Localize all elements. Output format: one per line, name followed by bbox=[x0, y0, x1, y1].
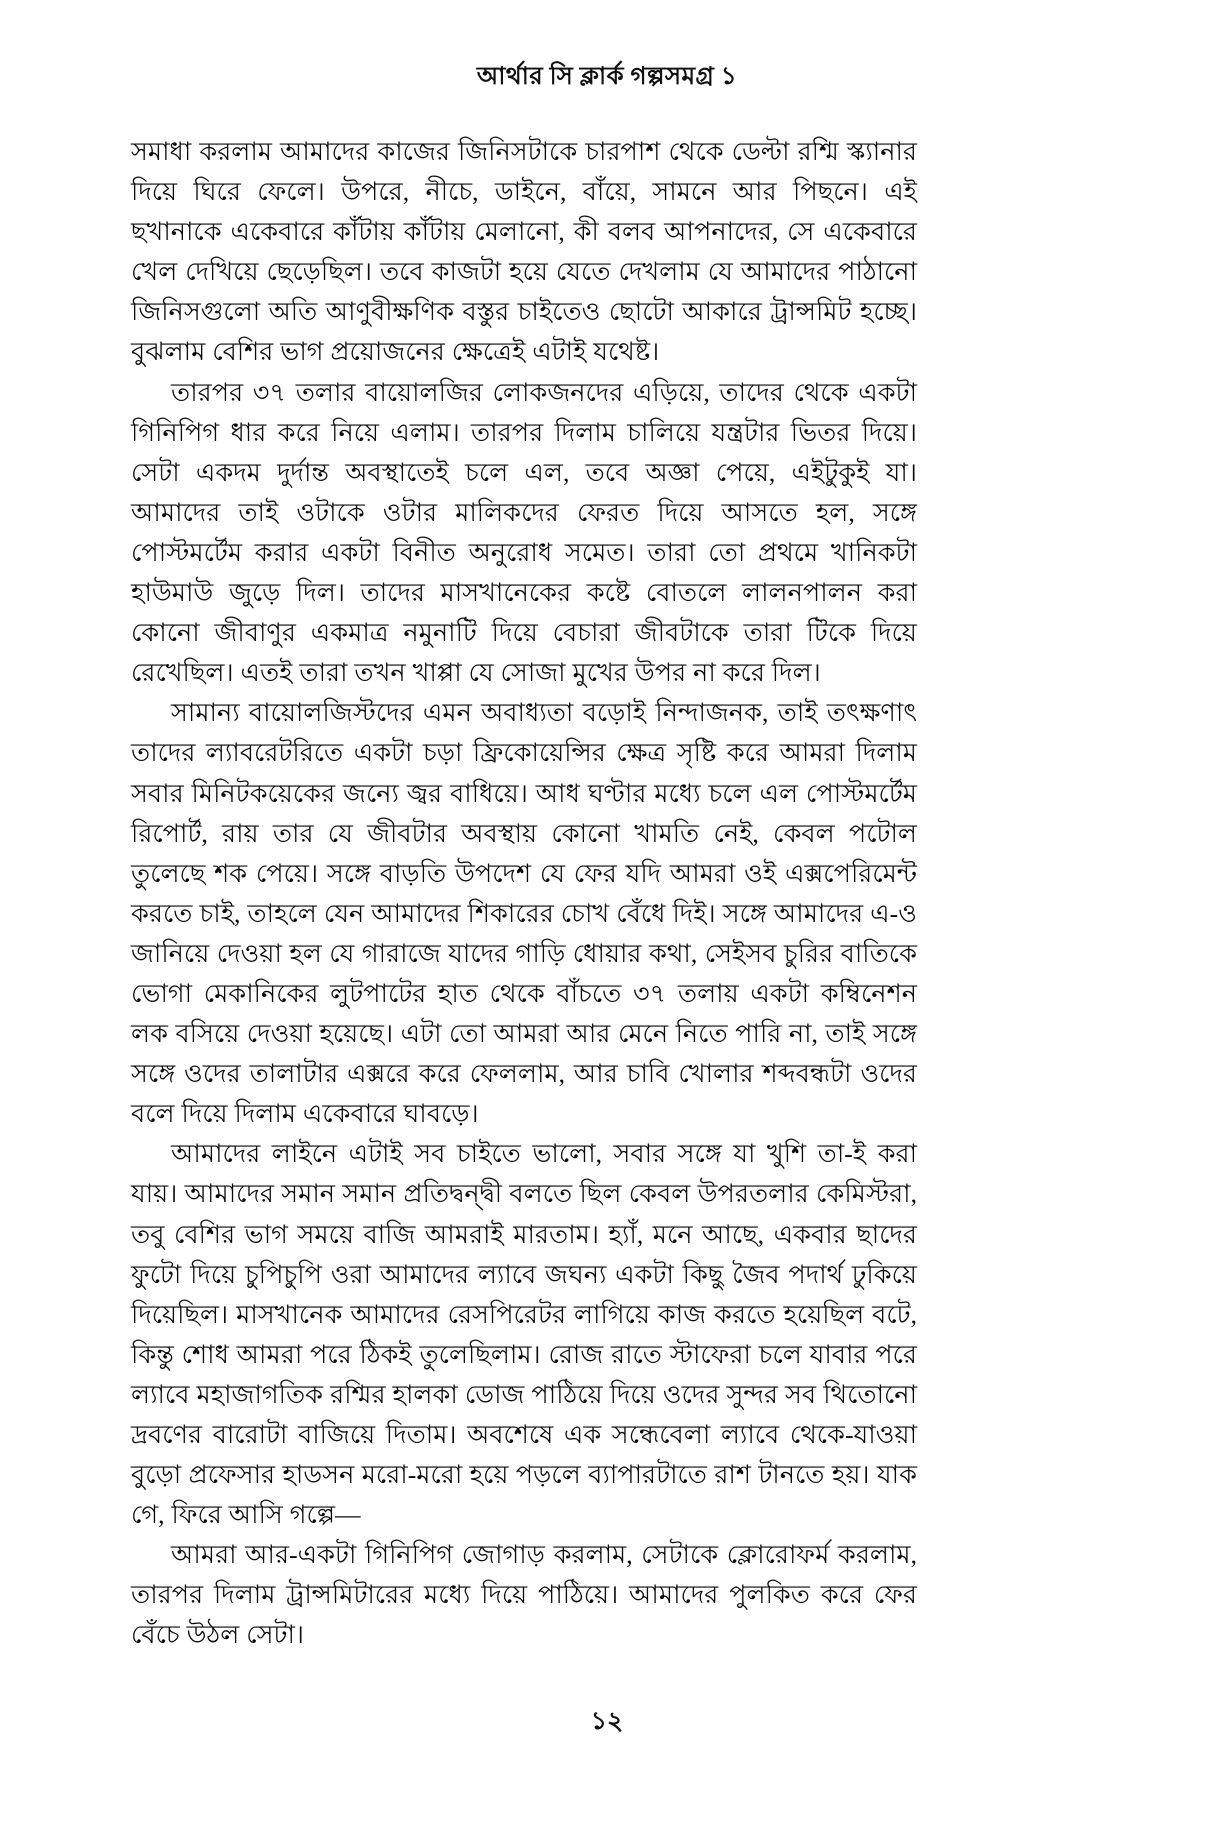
running-header: আর্থার সি ক্লার্ক গল্পসমগ্র ১ bbox=[476, 63, 738, 90]
paragraph-4: আমাদের লাইনে এটাই সব চাইতে ভালো, সবার সঙ্গে যা খুশি তা-ই করা যায়। আমাদের সমান সমান প্রতিদ্বন্দ্বী বলতে ছিল কেবল উপরতলার কেমিস্টরা, তবু বেশির ভাগ সময়ে বাজি আমরাই মারতাম। হ্যাঁ, মনে আছে, একবার ছাদের ফুটো দিয়ে চুপিচুপি ওরা আমাদের ল্যাবে জঘন্য একটা কিছু জৈব পদার্থ ঢুকিয়ে দিয়েছিল। মাসখানেক আমাদের রেসপিরেটর লাগিয়ে কাজ করতে হয়েছিল বটে, কিন্তু শোধ আমরা পরে ঠিকই তুলেছিলাম। রোজ রাতে স্টাফেরা চলে যাবার পরে ল্যাবে মহাজাগতিক রশ্মির হালকা ডোজ পাঠিয়ে দিয়ে ওদের সুন্দর সব থিতোনো দ্রবণের বারোটা বাজিয়ে দিতাম। অবশেষে এক সন্ধেবেলা ল্যাবে থেকে-যাওয়া বুড়ো প্রফেসার হাডসন মরো-মরো হয়ে পড়লে ব্যাপারটাতে রাশ টানতে হয়। যাক গে, ফিরে আসি গল্পে— bbox=[131, 1139, 918, 1530]
paragraph-2: তারপর ৩৭ তলার বায়োলজির লোকজনদের এড়িয়ে, তাদের থেকে একটা গিনিপিগ ধার করে নিয়ে এলাম। তারপর দিলাম চালিয়ে যন্ত্রটার ভিতর দিয়ে। সেটা একদম দুর্দান্ত অবস্থাতেই চলে এল, তবে অজ্ঞা পেয়ে, এইটুকুই যা। আমাদের তাই ওটাকে ওটার মালিকদের ফেরত দিয়ে আসতে হল, সঙ্গে পোস্টমর্টেম করার একটা বিনীত অনুরোধ সমেত। তারা তো প্রথমে খানিকটা হাউমাউ জুড়ে দিল। তাদের মাসখানেকের কষ্টে বোতলে লালনপালন করা কোনো জীবাণুর একমাত্র নমুনাটি দিয়ে বেচারা জীবটাকে তারা টিকে দিয়ে রেখেছিল। এতই তারা তখন খাপ্পা যে সোজা মুখের উপর না করে দিল। bbox=[131, 377, 917, 688]
page-number: ১২ bbox=[590, 1708, 624, 1735]
body-text-block bbox=[131, 132, 917, 1656]
paragraph-1: সমাধা করলাম আমাদের কাজের জিনিসটাকে চারপাশ থেকে ডেল্টা রশ্মি স্ক্যানার দিয়ে ঘিরে ফেলে। উপরে, নীচে, ডাইনে, বাঁয়ে, সামনে আর পিছনে। এই ছখানাকে একেবারে কাঁটায় কাঁটায় মেলানো, কী বলব আপনাদের, সে একেবারে খেল দেখিয়ে ছেড়েছিল। তবে কাজটা হয়ে যেতে দেখলাম যে আমাদের পাঠানো জিনিসগুলো অতি আণুবীক্ষণিক বস্তুর চাইতেও ছোটো আকারে ট্রান্সমিট হচ্ছে। বুঝলাম বেশির ভাগ প্রয়োজনের ক্ষেত্রেই এটাই যথেষ্ট। bbox=[131, 137, 917, 367]
paragraph-5: আমরা আর-একটা গিনিপিগ জোগাড় করলাম, সেটাকে ক্লোরোফর্ম করলাম, তারপর দিলাম ট্রান্সমিটারের মধ্যে দিয়ে পাঠিয়ে। আমাদের পুলকিত করে ফের বেঁচে উঠল সেটা। bbox=[131, 1540, 917, 1650]
paragraph-3: সামান্য বায়োলজিস্টদের এমন অবাধ্যতা বড়োই নিন্দাজনক, তাই তৎক্ষণাৎ তাদের ল্যাবরেটরিতে একটা চড়া ফ্রিকোয়েন্সির ক্ষেত্র সৃষ্টি করে আমরা দিলাম সবার মিনিটকয়েকের জন্যে জ্বর বাধিয়ে। আধ ঘণ্টার মধ্যে চলে এল পোস্টমর্টেম রিপোর্ট, রায় তার যে জীবটার অবস্থায় কোনো খামতি নেই, কেবল পটোল তুলেছে শক পেয়ে। সঙ্গে বাড়তি উপদেশ যে ফের যদি আমরা ওই এক্সপেরিমেন্ট করতে চাই, তাহলে যেন আমাদের শিকারের চোখ বেঁধে দিই। সঙ্গে আমাদের এ-ও জানিয়ে দেওয়া হল যে গারাজে যাদের গাড়ি ধোয়ার কথা, সেইসব চুরির বাতিকে ভোগা মেকানিকের লুটপাটের হাত থেকে বাঁচতে ৩৭ তলায় একটা কম্বিনেশন লক বসিয়ে দেওয়া হয়েছে। এটা তো আমরা আর মেনে নিতে পারি না, তাই সঙ্গে সঙ্গে ওদের তালাটার এক্সরে করে ফেললাম, আর চাবি খোলার শব্দবন্ধটা ওদের বলে দিয়ে দিলাম একেবারে ঘাবড়ে। bbox=[131, 698, 917, 1129]
